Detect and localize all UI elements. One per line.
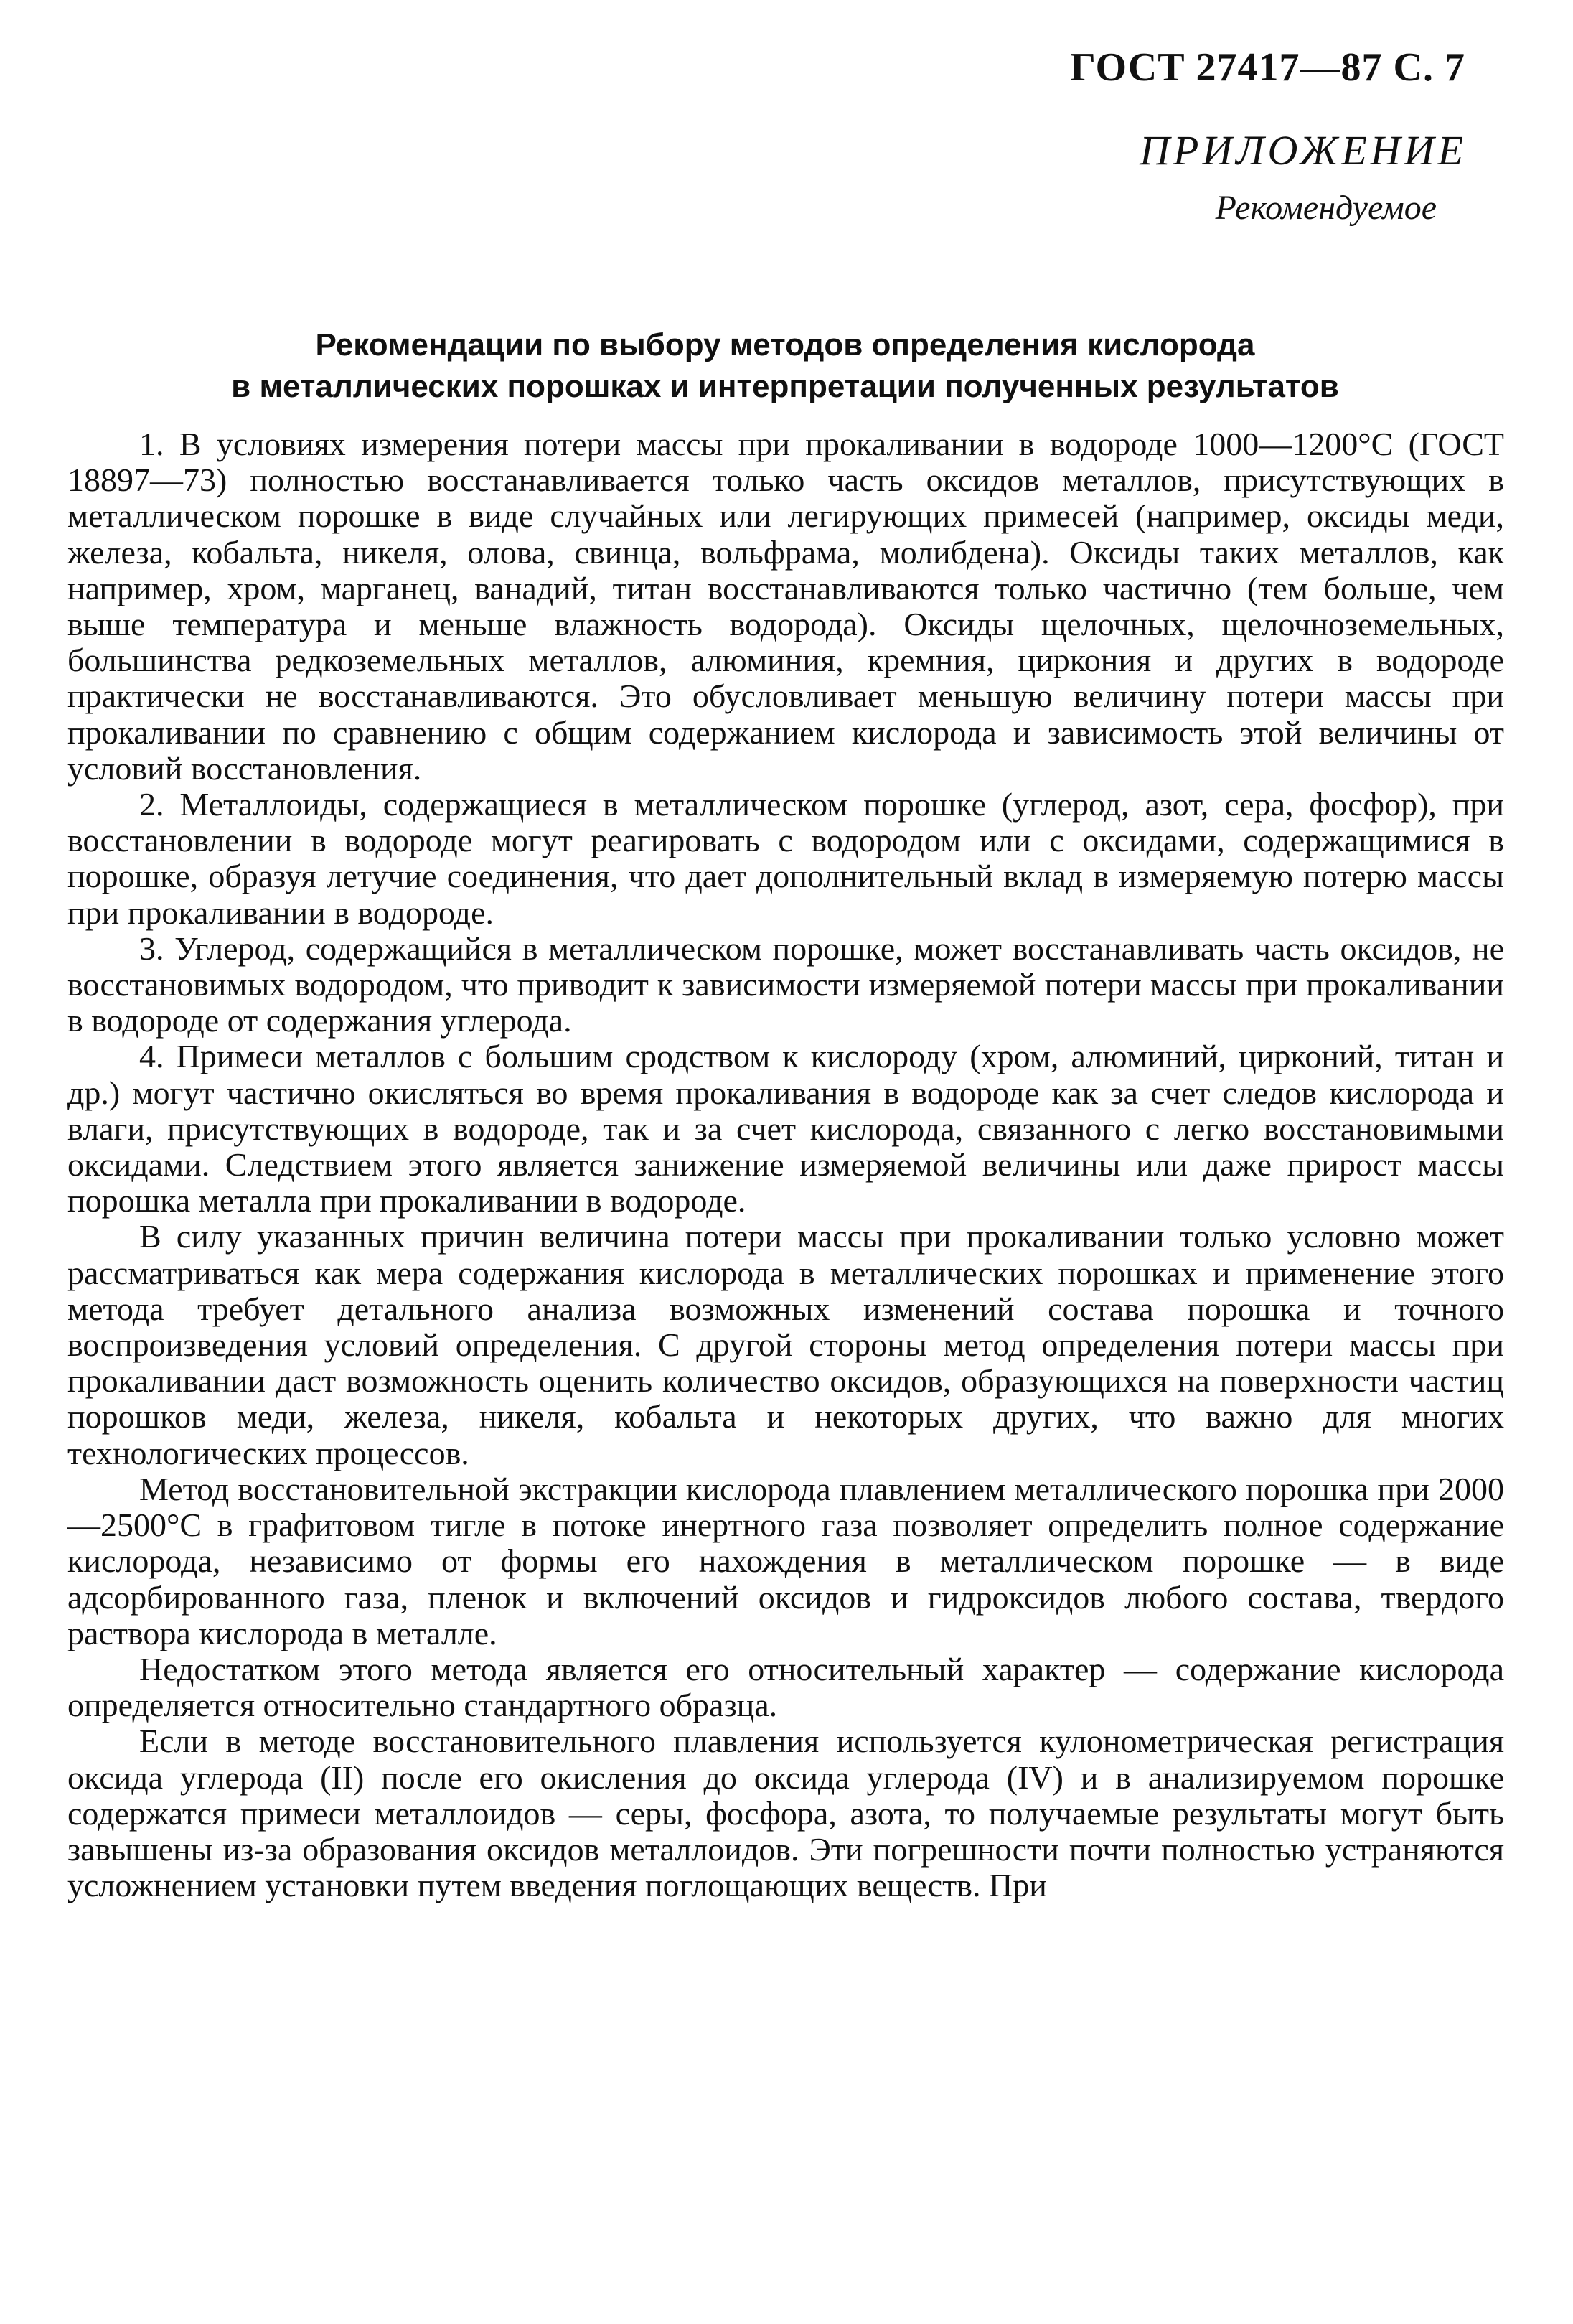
appendix-block [1140,122,1467,237]
paragraph-8: Если в методе восстановительного плавления используется кулонометрическая регистрация оксида углерода (II) после его окисления до оксида углерода (IV) и в анализируемом порошке содержатся примеси металлоидов — серы, фосфора, азота, то получаемые результаты могут быть завышены из-за образования оксидов металлоидов. Эти погрешности почти полностью устраняются усложнением установки путем введения поглощающих веществ. При [67,1723,1504,1904]
body-text [67,426,1504,1903]
appendix-title: ПРИЛОЖЕНИЕ [1140,127,1467,174]
appendix-status: Рекомендуемое [1215,189,1437,227]
paragraph-2: 2. Металлоиды, содержащиеся в металлическом порошке (углерод, азот, сера, фосфор), при восстановлении в водороде могут реагировать с водородом или с оксидами, содержащимися в порошке, образуя летучие соединения, что дает дополнительный вклад в измеряемую потерю массы при прокаливании в водороде. [67,786,1504,931]
paragraph-6: Метод восстановительной экстракции кислорода плавлением металлического порошка при 2000—2500°С в графитовом тигле в потоке инертного газа позволяет определить полное содержание кислорода, независимо от формы его нахождения в металлическом порошке — в виде адсорбированного газа, пленок и включений оксидов и гидроксидов любого состава, твердого раствора кислорода в металле. [67,1470,1504,1651]
section-title-line-1: Рекомендации по выбору методов определения кислорода [315,327,1255,362]
section-title-line-2: в металлических порошках и интерпретации полученных результатов [231,369,1339,404]
section-title [65,324,1506,408]
paragraph-3: 3. Углерод, содержащийся в металлическом порошке, может восстанавливать часть оксидов, не восстановимых водородом, что приводит к зависимости измеряемой потери массы при прокаливании в водороде от содержания углерода. [67,929,1504,1039]
paragraph-5: В силу указанных причин величина потери массы при прокаливании только условно может рассматриваться как мера содержания кислорода в металлических порошках и применение этого метода требует детального анализа возможных изменений состава порошка и точного воспроизведения условий определения. С другой стороны метод определения потери массы при прокаливании даст возможность оценить количество оксидов, образующихся на поверхности частиц порошков меди, железа, никеля, кобальта и некоторых других, что важно для многих технологических процессов. [67,1218,1504,1471]
paragraph-1: 1. В условиях измерения потери массы при прокаливании в водороде 1000—1200°С (ГОСТ 18897—73) полностью восстанавливается только часть оксидов металлов, присутствующих в металлическом порошке в виде случайных или легирующих примесей (например, оксиды меди, железа, кобальта, никеля, олова, свинца, вольфрама, молибдена). Оксиды таких металлов, как например, хром, марганец, ванадий, титан восстанавливаются только частично (тем больше, чем выше температура и меньше влажность водорода). Оксиды щелочных, щелочноземельных, большинства редкоземельных металлов, алюминия, кремния, циркония и других в водороде практически не восстанавливаются. Это обусловливает меньшую величину потери массы при прокаливании по сравнению с общим содержанием кислорода и зависимость этой величины от условий восстановления. [67,426,1504,787]
page-header-gost-reference: ГОСТ 27417—87 С. 7 [1070,45,1465,90]
paragraph-4: 4. Примеси металлов с большим сродством к кислороду (хром, алюминий, цирконий, титан и др.) могут частично окисляться во время прокаливания в водороде как за счет следов кислорода и влаги, присутствующих в водороде, так и за счет кислорода, связанного с легко восстановимыми оксидами. Следствием этого является занижение измеряемой величины или даже прирост массы порошка металла при прокаливании в водороде. [67,1038,1504,1219]
paragraph-7: Недостатком этого метода является его относительный характер — содержание кислорода определяется относительно стандартного образца. [67,1650,1504,1724]
